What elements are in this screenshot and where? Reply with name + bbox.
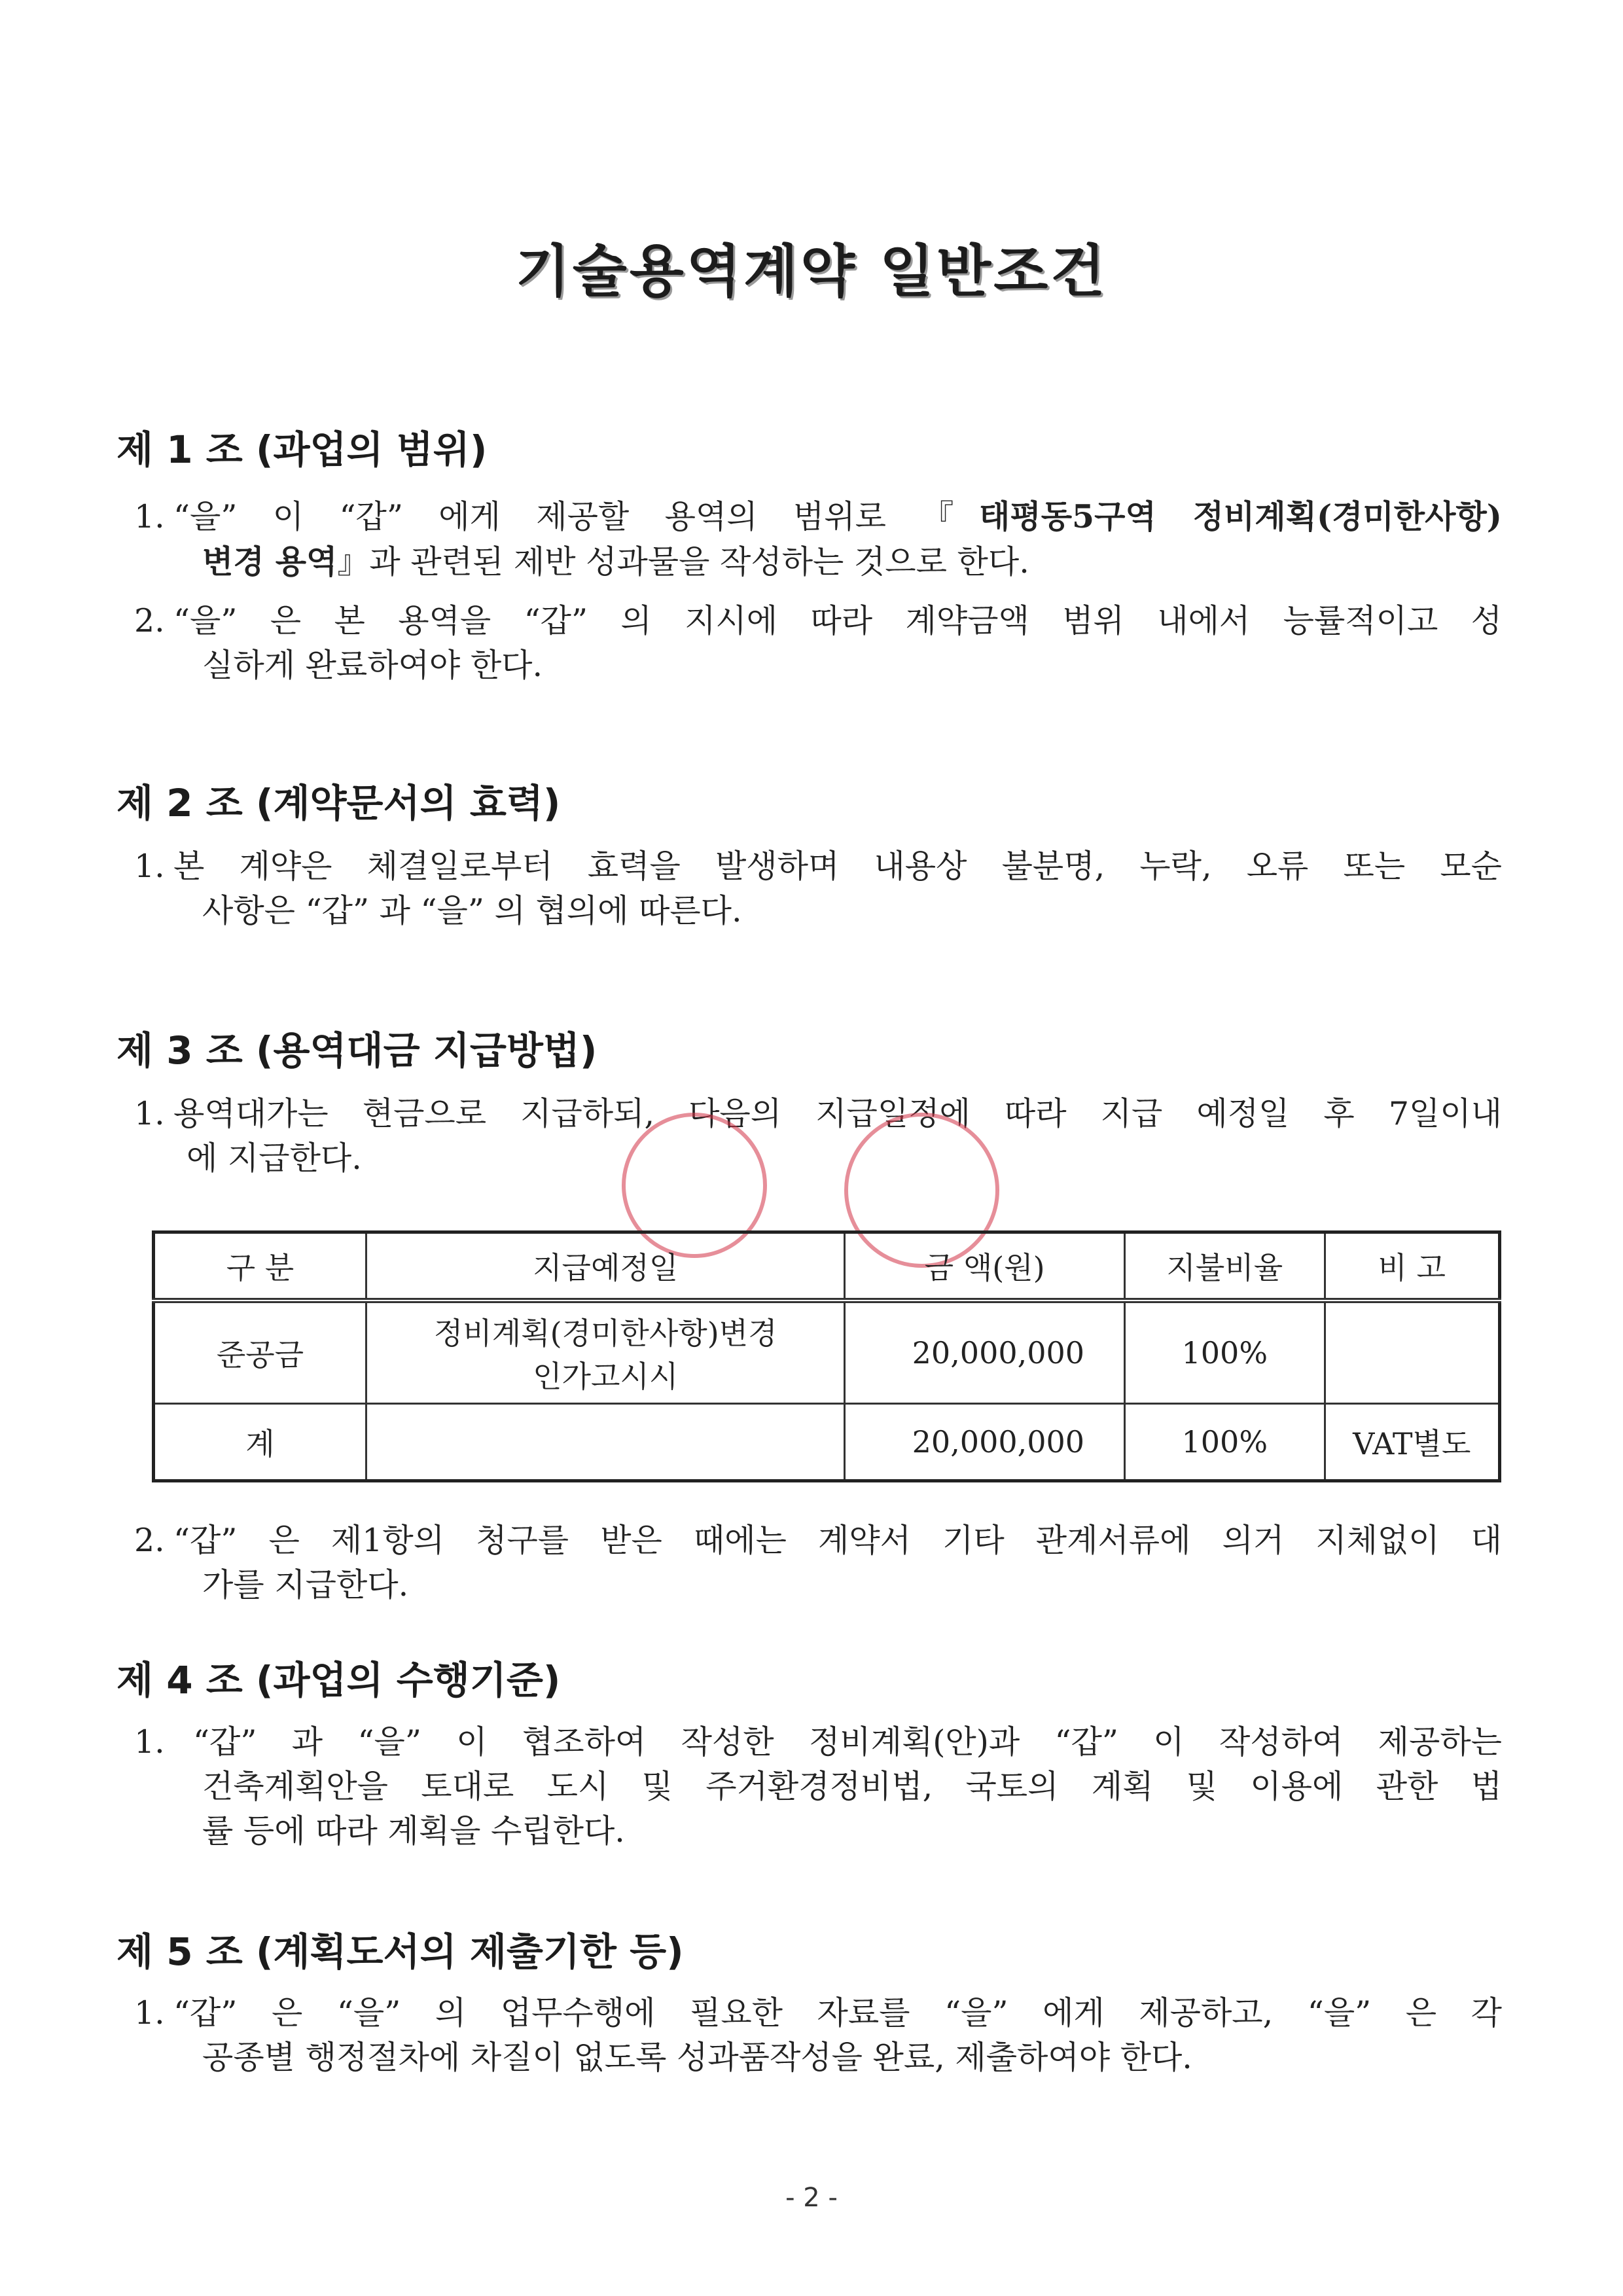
cell-category: 계: [154, 1404, 366, 1481]
item-text: 본 계약은 체결일로부터 효력을 발생하며 내용상 불분명, 누락, 오류 또는 모순: [173, 848, 1502, 885]
article-3-item-1: [134, 1092, 1502, 1181]
article-4-heading: 제 4 조 (과업의 수행기준): [116, 1658, 561, 1702]
item-text: “을” 은 본 용역을 “갑” 의 지시에 따라 계약금액 범위 내에서 능률적이고 성: [173, 602, 1502, 639]
col-header-date: 지급예정일: [366, 1232, 845, 1300]
payment-schedule-table: [152, 1230, 1501, 1482]
item-number: 1.: [134, 498, 165, 535]
item-number: 1.: [134, 1723, 165, 1761]
project-name-cont: 변경 용역: [202, 543, 338, 581]
article-5-heading: 제 5 조 (계획도서의 제출기한 등): [116, 1929, 684, 1974]
article-1-item-1: [134, 494, 1502, 584]
col-header-note: 비 고: [1325, 1232, 1500, 1300]
item-text-cont: 』과 관련된 제반 성과물을 작성하는 것으로 한다.: [337, 543, 1029, 581]
item-text: “을” 이 “갑” 에게 제공할 용역의 범위로 『: [173, 498, 980, 535]
item-text-cont: 건축계획안을 토대로 도시 및 주거환경정비법, 국토의 계획 및 이용에 관한 법: [202, 1768, 1502, 1805]
cell-amount: 20,000,000: [845, 1300, 1125, 1404]
item-text-cont: 사항은 “갑” 과 “을” 의 협의에 따른다.: [202, 892, 742, 929]
cell-date-line2: 인가고시시: [533, 1358, 679, 1394]
cell-note: VAT별도: [1325, 1404, 1500, 1481]
article-3-heading: 제 3 조 (용역대금 지급방법): [116, 1028, 597, 1073]
item-number: 1.: [134, 1095, 165, 1132]
article-1-item-2: [134, 599, 1502, 688]
cell-date: [366, 1300, 845, 1404]
item-number: 2.: [134, 602, 165, 639]
item-number: 1.: [134, 848, 165, 885]
cell-ratio: 100%: [1125, 1300, 1325, 1404]
cell-amount: 20,000,000: [845, 1404, 1125, 1481]
table-header-row: [154, 1232, 1500, 1300]
article-4-item-1: [134, 1720, 1502, 1854]
item-text: “갑” 은 “을” 의 업무수행에 필요한 자료를 “을” 에게 제공하고, “을” 은 각: [173, 1994, 1502, 2032]
table-row-total: [154, 1404, 1500, 1481]
article-5-item-1: [134, 1991, 1502, 2080]
item-text: “갑” 은 제1항의 청구를 받은 때에는 계약서 기타 관계서류에 의거 지체없이 대: [173, 1522, 1502, 1559]
item-text-cont: 공종별 행정절차에 차질이 없도록 성과품작성을 완료, 제출하여야 한다.: [202, 2039, 1192, 2076]
item-text: 용역대가는 현금으로 지급하되, 다음의 지급일정에 따라 지급 예정일 후 7일이내: [173, 1095, 1502, 1132]
item-text-cont: 가를 지급한다.: [202, 1566, 409, 1604]
document-title: 기술용역계약 일반조건: [515, 239, 1108, 304]
cell-date: [366, 1404, 845, 1481]
cell-note: [1325, 1300, 1500, 1404]
cell-date-line1: 정비계획(경미한사항)변경: [433, 1315, 777, 1351]
table-row: [154, 1300, 1500, 1404]
project-name: 태평동5구역 정비계획(경미한사항): [979, 497, 1502, 535]
item-number: 1.: [134, 1994, 165, 2032]
item-text-cont: 에 지급한다.: [187, 1139, 362, 1177]
item-text: “갑” 과 “을” 이 협조하여 작성한 정비계획(안)과 “갑” 이 작성하여 제공하는: [193, 1723, 1502, 1761]
article-1-heading: 제 1 조 (과업의 범위): [116, 427, 488, 472]
item-number: 2.: [134, 1522, 165, 1559]
page-number: - 2 -: [785, 2183, 838, 2213]
col-header-category: 구 분: [154, 1232, 366, 1300]
item-text-cont: 실하게 완료하여야 한다.: [202, 647, 543, 684]
col-header-ratio: 지불비율: [1125, 1232, 1325, 1300]
cell-category: 준공금: [154, 1300, 366, 1404]
item-text-cont-2: 률 등에 따라 계획을 수립한다.: [202, 1812, 625, 1850]
article-2-item-1: [134, 844, 1502, 933]
col-header-amount: 금 액(원): [845, 1232, 1125, 1300]
cell-ratio: 100%: [1125, 1404, 1325, 1481]
article-3-item-2: [134, 1518, 1502, 1607]
article-2-heading: 제 2 조 (계약문서의 효력): [116, 781, 561, 825]
